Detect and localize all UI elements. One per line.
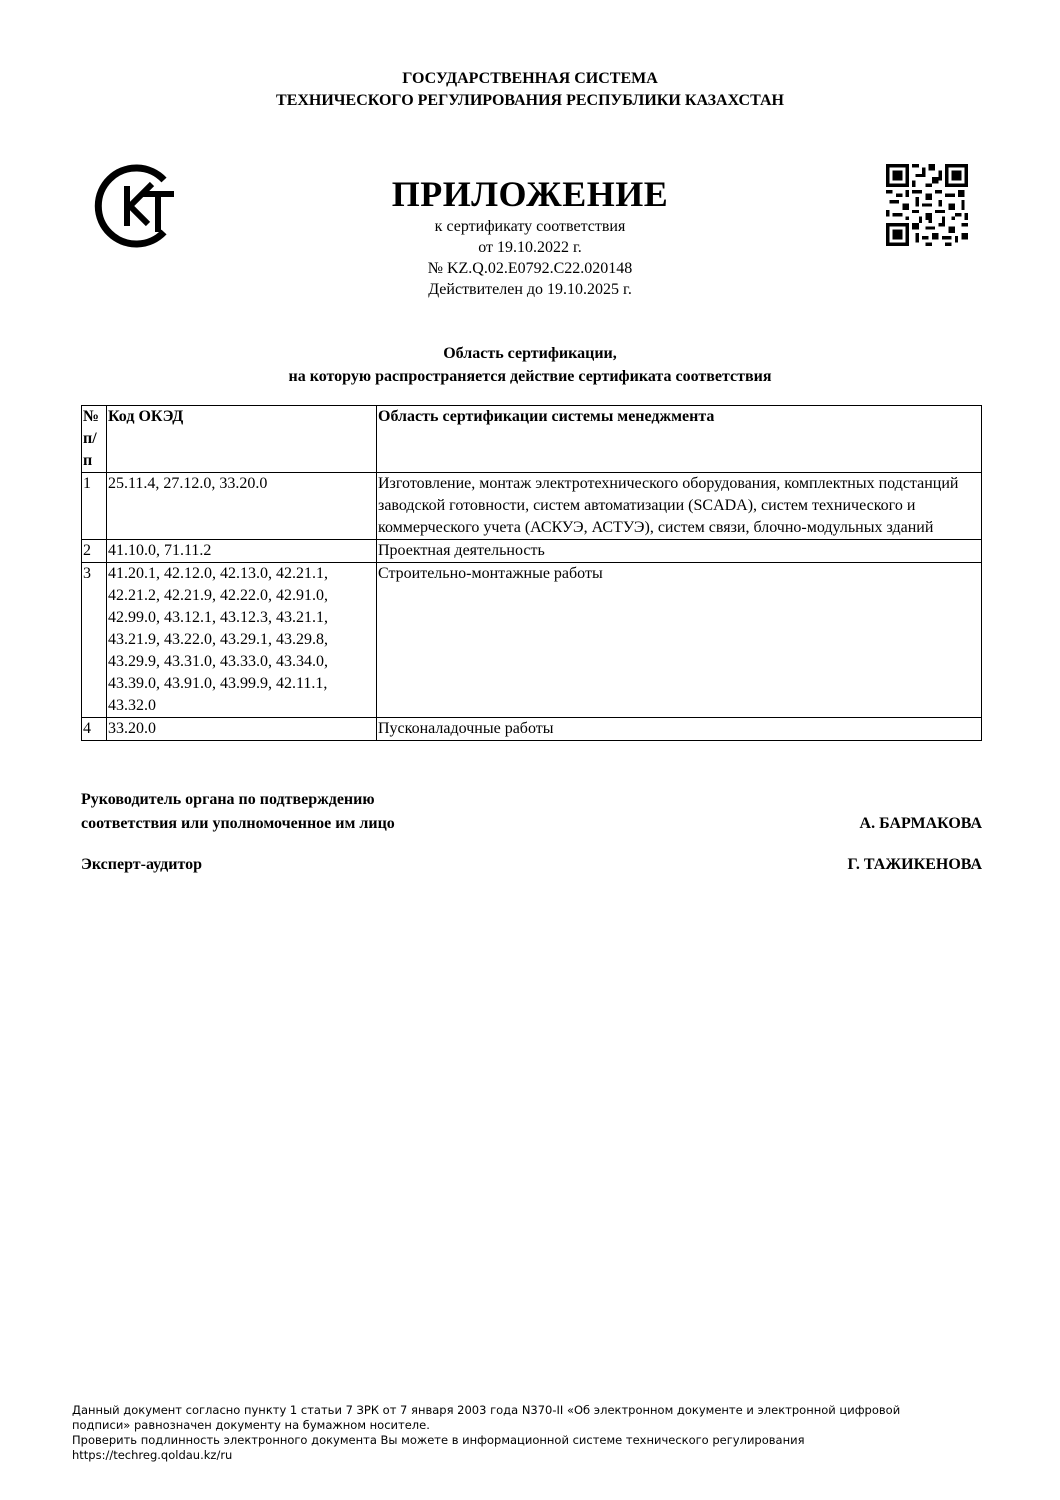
title-block <box>230 172 830 300</box>
row-area: Изготовление, монтаж электротехнического оборудования, комплектных подстанций заводской готовности, систем автоматизации (SCADA), систем технического и коммерческого учета (АСКУЭ, АСТУЭ), систем связи, блочно-модульных зданий <box>377 473 982 540</box>
kst-logo-icon <box>86 158 182 254</box>
row-code: 41.20.1, 42.12.0, 42.13.0, 42.21.1, 42.21.2, 42.21.9, 42.22.0, 42.91.0, 42.99.0, 43.12.1, 43.12.3, 43.21.1, 43.21.9, 43.22.0, 43.29.1, 43.29.8, 43.29.9, 43.31.0, 43.33.0, 43.34.0, 43.39.0, 43.91.0, 43.99.9, 42.11.1, 43.32.0 <box>107 563 377 718</box>
expert-label: Эксперт-аудитор <box>81 856 203 873</box>
row-area: Проектная деятельность <box>377 540 982 563</box>
expert-signatory-name: Г. ТАЖИКЕНОВА <box>847 856 982 873</box>
header-num: № п/п <box>82 406 107 473</box>
row-num: 3 <box>82 563 107 718</box>
qr-code-icon <box>886 164 968 246</box>
header-area: Область сертификации системы менеджмента <box>377 406 982 473</box>
title-line-number: № KZ.Q.02.E0792.C22.020148 <box>427 260 633 277</box>
scope-heading <box>0 342 1060 388</box>
title-line-certificate: к сертификату соответствия <box>434 218 626 235</box>
row-code: 25.11.4, 27.12.0, 33.20.0 <box>107 473 377 540</box>
certification-scope-table <box>81 405 982 741</box>
row-num: 4 <box>82 718 107 741</box>
footer-line-3: Проверить подлинность электронного документа Вы можете в информационной системе технического регулирования <box>72 1433 805 1447</box>
row-area: Пусконаладочные работы <box>377 718 982 741</box>
row-area: Строительно-монтажные работы <box>377 563 982 718</box>
head-signature-block <box>81 788 982 836</box>
table-row <box>82 563 982 718</box>
row-num: 2 <box>82 540 107 563</box>
table-row <box>82 718 982 741</box>
legal-footer <box>72 1403 972 1463</box>
header-line-1: ГОСУДАРСТВЕННАЯ СИСТЕМА <box>402 70 658 87</box>
header-code: Код ОКЭД <box>107 406 377 473</box>
footer-line-1: Данный документ согласно пункту 1 статьи 7 ЗРК от 7 января 2003 года N370-II «Об электронном документе и электронной цифровой <box>72 1403 901 1417</box>
table-row <box>82 540 982 563</box>
header-line-2: ТЕХНИЧЕСКОГО РЕГУЛИРОВАНИЯ РЕСПУБЛИКИ КАЗАХСТАН <box>276 92 784 109</box>
head-signatory-name: А. БАРМАКОВА <box>859 815 982 832</box>
row-code: 41.10.0, 71.11.2 <box>107 540 377 563</box>
title-line-date: от 19.10.2022 г. <box>478 239 582 256</box>
document-header <box>0 68 1060 112</box>
scope-heading-line-1: Область сертификации, <box>443 345 617 362</box>
scope-heading-line-2: на которую распространяется действие сертификата соответствия <box>288 368 772 385</box>
head-label-line-2: соответствия или уполномоченное им лицо <box>81 815 395 832</box>
title-line-validity: Действителен до 19.10.2025 г. <box>428 281 632 298</box>
footer-line-2: подписи» равнозначен документу на бумажном носителе. <box>72 1418 430 1432</box>
row-code: 33.20.0 <box>107 718 377 741</box>
page-title: ПРИЛОЖЕНИЕ <box>391 174 669 214</box>
expert-signature-block <box>81 853 982 877</box>
table-row <box>82 473 982 540</box>
row-num: 1 <box>82 473 107 540</box>
footer-verification-link[interactable]: https://techreg.qoldau.kz/ru <box>72 1448 233 1462</box>
table-header-row <box>82 406 982 473</box>
head-label-line-1: Руководитель органа по подтверждению <box>81 791 375 808</box>
